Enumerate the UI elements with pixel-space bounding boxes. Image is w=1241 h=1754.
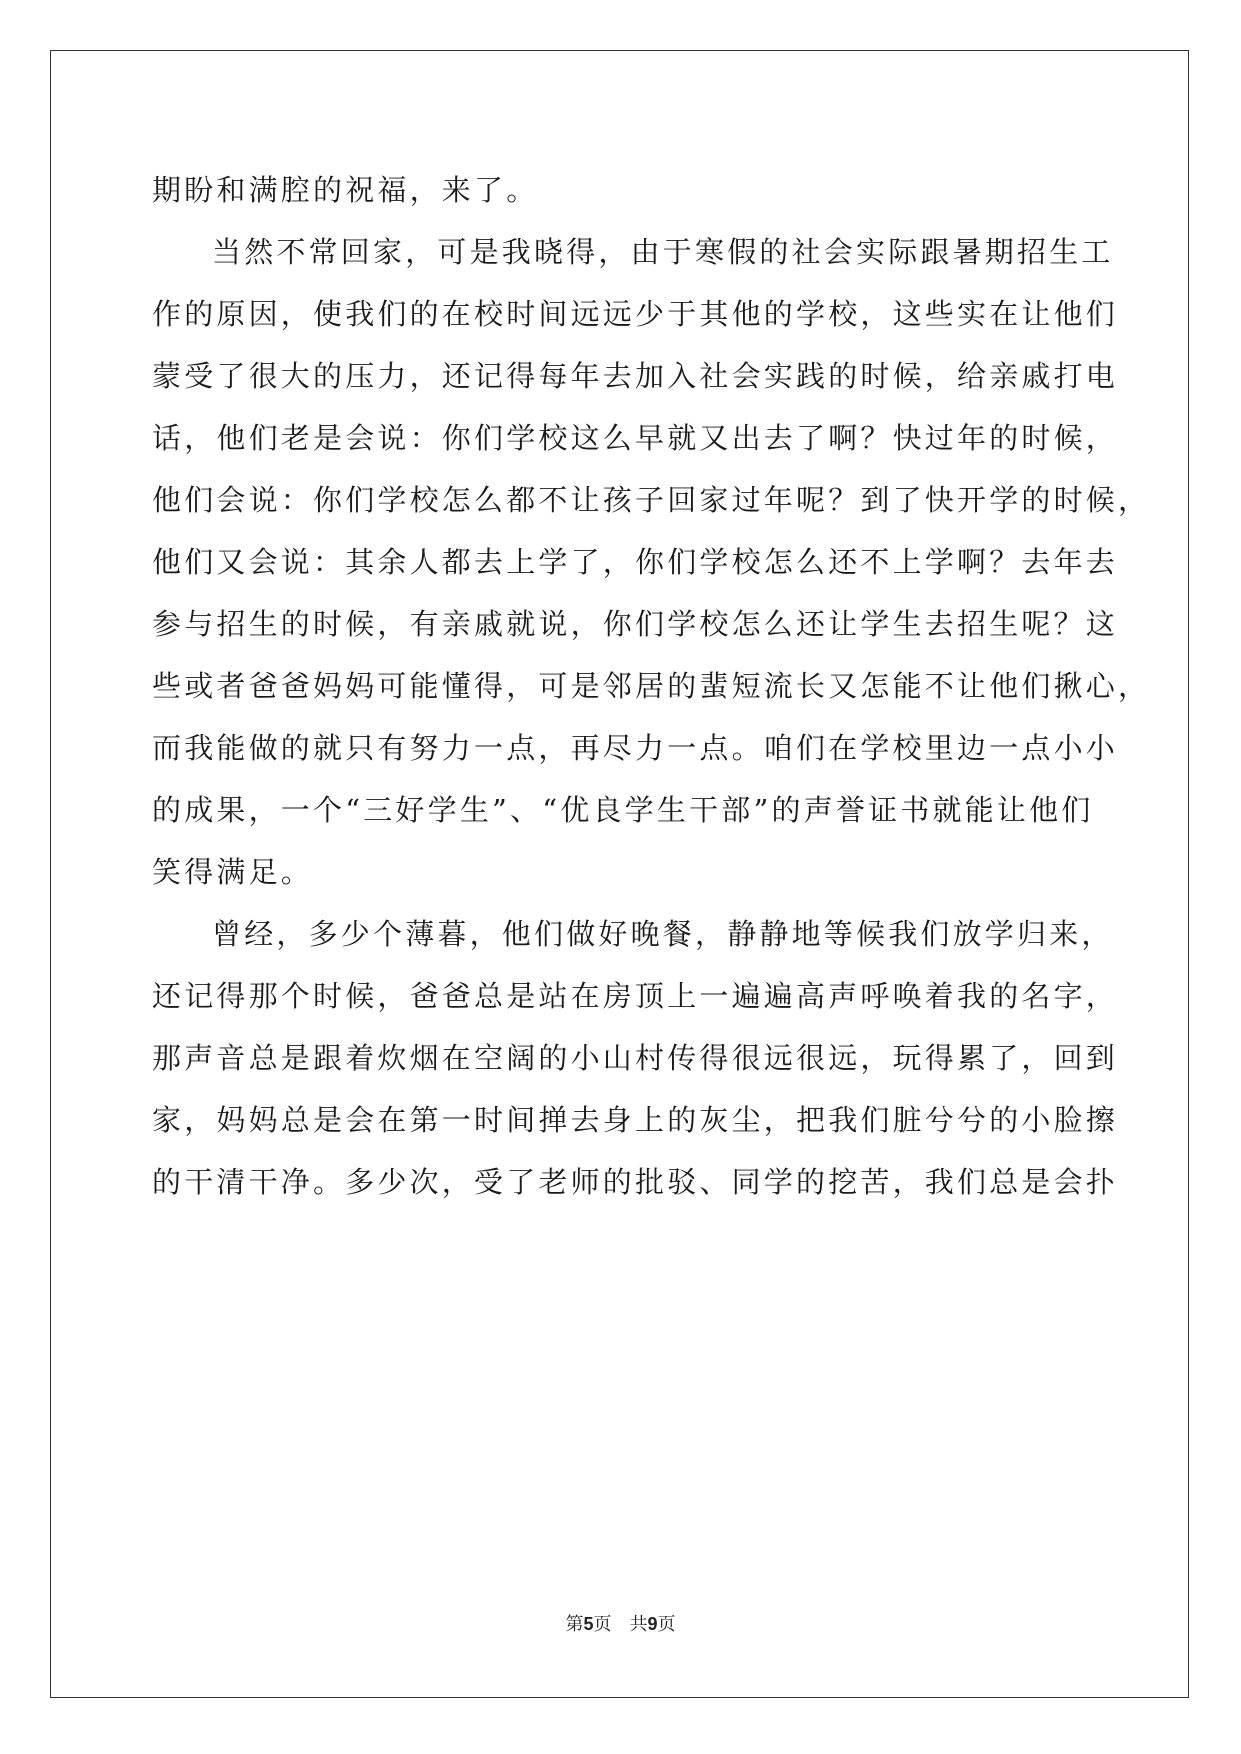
text-line: 家，妈妈总是会在第一时间掸去身上的灰尘，把我们脏兮兮的小脸擦 xyxy=(152,1103,1119,1137)
text-line: 作的原因，使我们的在校时间远远少于其他的学校，这些实在让他们 xyxy=(152,297,1119,331)
total-prefix: 共 xyxy=(629,1614,648,1635)
page-number: 5 xyxy=(583,1614,594,1634)
text-line: 而我能做的就只有努力一点，再尽力一点。咱们在学校里边一点小小 xyxy=(152,731,1119,765)
text-line: 他们又会说：其余人都去上学了，你们学校怎么还不上学啊？去年去 xyxy=(152,545,1119,579)
page-suffix: 页 xyxy=(593,1614,612,1635)
text-line: 还记得那个时候，爸爸总是站在房顶上一遍遍高声呼唤着我的名字， xyxy=(152,979,1119,1013)
text-line: 的干清干净。多少次，受了老师的批驳、同学的挖苦，我们总是会扑 xyxy=(152,1165,1119,1199)
total-suffix: 页 xyxy=(657,1614,676,1635)
paragraph-start-line: 当然不常回家，可是我晓得，由于寒假的社会实际跟暑期招生工 xyxy=(212,235,1114,269)
text-line: 的成果，一个“三好学生”、“优良学生干部”的声誉证书就能让他们 xyxy=(152,793,1094,827)
text-line: 参与招生的时候，有亲戚就说，你们学校怎么还让学生去招生呢？这 xyxy=(152,607,1119,641)
text-line: 他们会说：你们学校怎么都不让孩子回家过年呢？到了快开学的时候， xyxy=(152,483,1151,517)
page-prefix: 第 xyxy=(565,1614,584,1635)
text-line: 期盼和满腔的祝福，来了。 xyxy=(152,173,539,207)
text-line: 那声音总是跟着炊烟在空阔的小山村传得很远很远，玩得累了，回到 xyxy=(152,1041,1119,1075)
text-line: 笑得满足。 xyxy=(152,855,314,889)
paragraph-start-line: 曾经，多少个薄暮，他们做好晚餐，静静地等候我们放学归来， xyxy=(212,917,1114,951)
text-line: 些或者爸爸妈妈可能懂得，可是邻居的蜚短流长又怎能不让他们揪心， xyxy=(152,669,1151,703)
text-line: 话，他们老是会说：你们学校这么早就又出去了啊？快过年的时候， xyxy=(152,421,1119,455)
page-footer xyxy=(0,1612,1241,1637)
text-line: 蒙受了很大的压力，还记得每年去加入社会实践的时候，给亲戚打电 xyxy=(152,359,1119,393)
total-pages: 9 xyxy=(647,1614,658,1634)
